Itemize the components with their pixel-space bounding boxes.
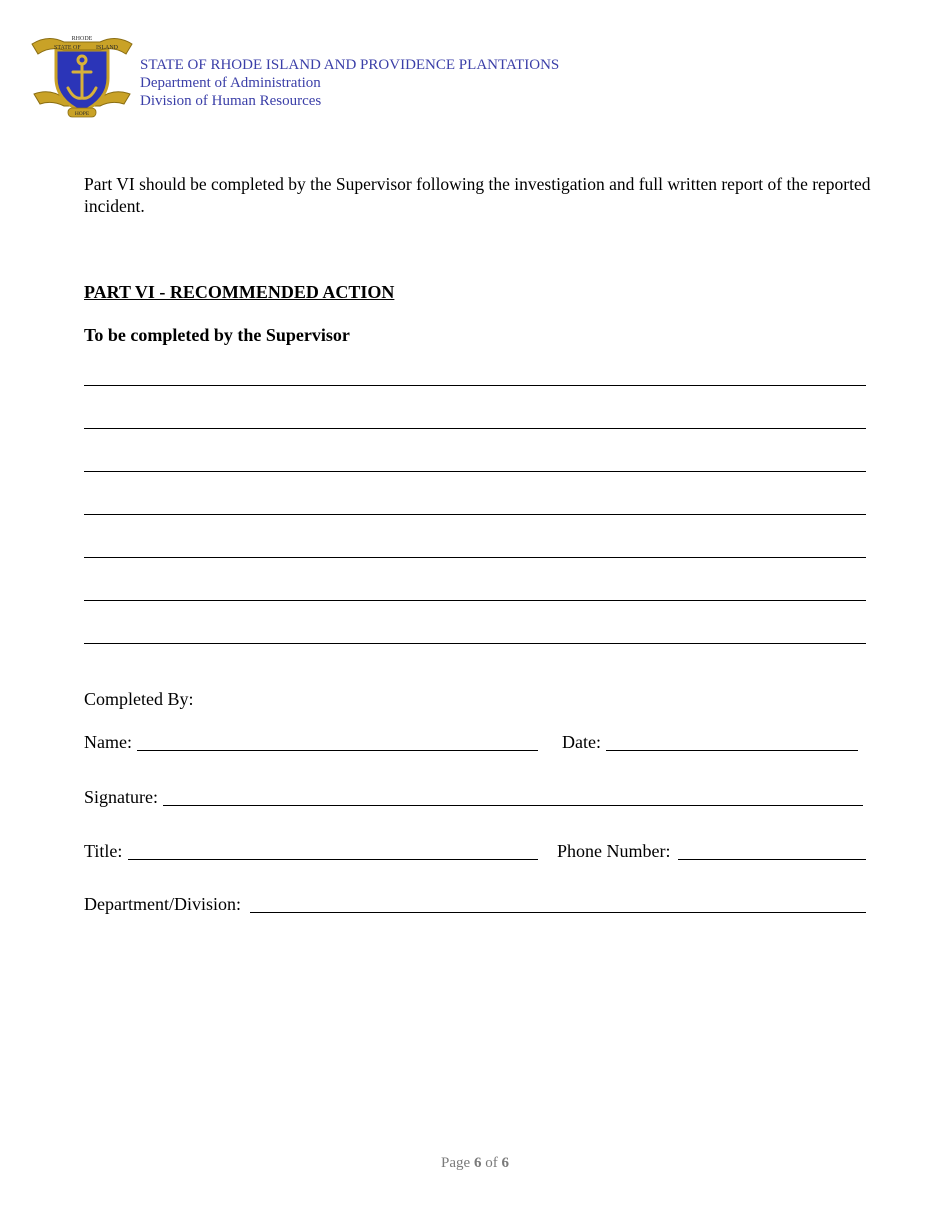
intro-paragraph: Part VI should be completed by the Supervisor following the investigation and full written report of the reported incident. — [84, 174, 871, 216]
action-line-4[interactable] — [84, 514, 866, 515]
department-name: Department of Administration — [140, 75, 321, 91]
signature-label: Signature: — [84, 787, 158, 807]
action-line-2[interactable] — [84, 428, 866, 429]
date-label: Date: — [562, 732, 601, 752]
svg-text:STATE OF: STATE OF — [54, 45, 81, 51]
action-line-7[interactable] — [84, 643, 866, 644]
svg-text:ISLAND: ISLAND — [96, 45, 118, 51]
action-line-5[interactable] — [84, 557, 866, 558]
phone-field[interactable] — [678, 859, 866, 860]
section-subtitle: To be completed by the Supervisor — [84, 325, 350, 345]
of-word: of — [485, 1155, 498, 1171]
agency-header — [140, 56, 559, 110]
svg-text:RHODE: RHODE — [71, 36, 93, 42]
department-field[interactable] — [250, 912, 866, 913]
completed-by-label: Completed By: — [84, 689, 194, 709]
phone-label: Phone Number: — [557, 841, 671, 861]
title-label: Title: — [84, 841, 123, 861]
action-line-6[interactable] — [84, 600, 866, 601]
state-seal-icon — [30, 28, 134, 120]
total-pages: 6 — [501, 1155, 509, 1171]
svg-text:HOPE: HOPE — [74, 111, 90, 117]
signature-field[interactable] — [163, 805, 863, 806]
division-name: Division of Human Resources — [140, 93, 322, 109]
name-label: Name: — [84, 732, 132, 752]
section-title: PART VI - RECOMMENDED ACTION — [84, 282, 395, 302]
page-footer — [0, 1155, 950, 1172]
current-page: 6 — [473, 1155, 482, 1171]
action-line-3[interactable] — [84, 471, 866, 472]
action-line-1[interactable] — [84, 385, 866, 386]
page-word: Page — [441, 1155, 471, 1171]
name-field[interactable] — [137, 750, 538, 751]
date-field[interactable] — [606, 750, 858, 751]
state-name: STATE OF RHODE ISLAND AND PROVIDENCE PLANTATIONS — [140, 57, 560, 73]
department-label: Department/Division: — [84, 894, 241, 914]
title-field[interactable] — [128, 859, 538, 860]
